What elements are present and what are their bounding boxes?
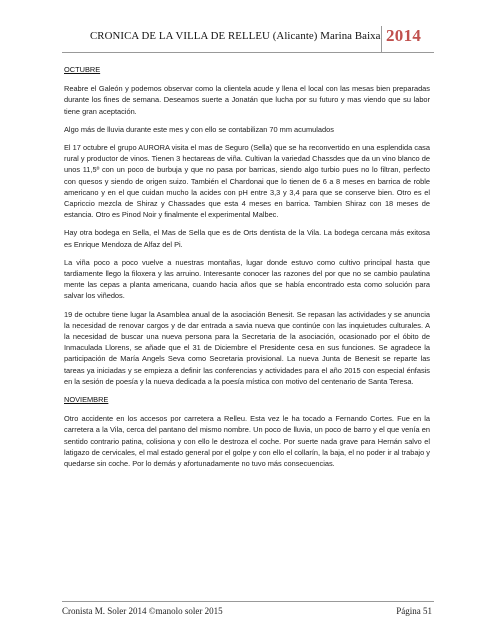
paragraph: Hay otra bodega en Sella, el Mas de Sella que es de Orts dentista de la Vila. La bodega cercana más exitosa es Enrique Mendoza de Alfaz del Pi. [64,228,430,249]
paragraph: Otro accidente en los accesos por carretera a Relleu. Esta vez le ha tocado a Fernando Cortes. Fue en la carretera a la Vila, cerca del pantano del mismo nombre. Un poco de lluvia, un poco de barro y el que venía en sentido contrario patina, colisiona y con ello le destroza el coche. Por suerte nada grave para Hernán salvo el latigazo de cervicales, el mal estado general por el golpe y con ello el collarín, la baja, el no poder ir al trabajo y quedarse sin coche. Por lo demás y afortunadamente no tuvo más consecuencias. [64,414,430,469]
paragraph: La viña poco a poco vuelve a nuestras montañas, lugar donde estuvo como cultivo principal hasta que tardiamente llego la filoxera y las arruino. Interesante conocer las razones del por que no se cambio paulatina mente las cepas a planta americana, cuando hacia años que se había encontrado esta como solución para salvar los viñedos. [64,257,430,301]
paragraph: 19 de octubre tiene lugar la Asamblea anual de la asociación Benesit. Se repasan las actividades y se anuncia la necesidad de renovar cargos y de dar entrada a savia nueva que continúe con las inquietudes culturales. A la necesidad de buscar una nueva persona para la Secretaria de la asociación, ocasionado por el óbito de Inmaculada Llorens, se añade que el 31 de Diciembre el Presidente cesa en sus funciones. Se agradece la participación de María Angels Seva como Secretaria provisional. La nueva Junta de Benesit se reparte las tareas ya iniciadas y se empieza a definir las conferencias y actividades para el año 2015 con especial énfasis en la sesión de poesía y la nueva dedicada a la poesía mística con motivo del centenario de Santa Teresa. [64,309,430,386]
section-heading-noviembre: NOVIEMBRE [64,395,109,405]
header-year: 2014 [386,26,422,45]
footer-rule [62,601,434,602]
paragraph: Algo más de lluvia durante este mes y con ello se contabilizan 70 mm acumulados [64,124,334,134]
paragraph: Reabre el Galeón y podemos observar como la clientela acude y llena el local con las mesas bien preparadas durante los fines de semana. Deseamos suerte a Jonatán que lucha por su futuro y mas viendo que su labor tiene gran aceptación. [64,84,430,116]
paragraph: El 17 octubre el grupo AURORA visita el mas de Seguro (Sella) que se ha reconvertido en una esplendida casa rural y productor de vinos. Tienen 3 hectareas de viña. Cultivan la variedad Chassdes que da un vino blanco de unos 11,5º con un poco de burbuja y que no pasa por barricas, siendo algo turbio pues no lo filtran, perfecto con quesos y siendo de origen suizo. También el Chardonai que lo tienen de 6 a 8 meses en barrica de roble americano y en el que cuidan mucho la acides con pH entre 3,3 y 3,4 para que se conserve bien. Otro es el Capriccio mezcla de Shiraz y Chassades que esta 4 meses en barrica. Tambien Shiraz con 18 meses de estancia. Otro es Pinod Noir y finalmente el experimental Malbec. [64,143,430,220]
header-rule [62,52,434,53]
footer-credit: Cronista M. Soler 2014 ©manolo soler 2015 [62,606,223,616]
page-number: Página 51 [396,606,432,616]
header-title: CRONICA DE LA VILLA DE RELLEU (Alicante) Marina Baixa [90,30,381,42]
header-divider [381,26,382,52]
page-body [64,64,430,476]
section-heading-octubre: OCTUBRE [64,65,101,74]
page-header [62,20,434,52]
